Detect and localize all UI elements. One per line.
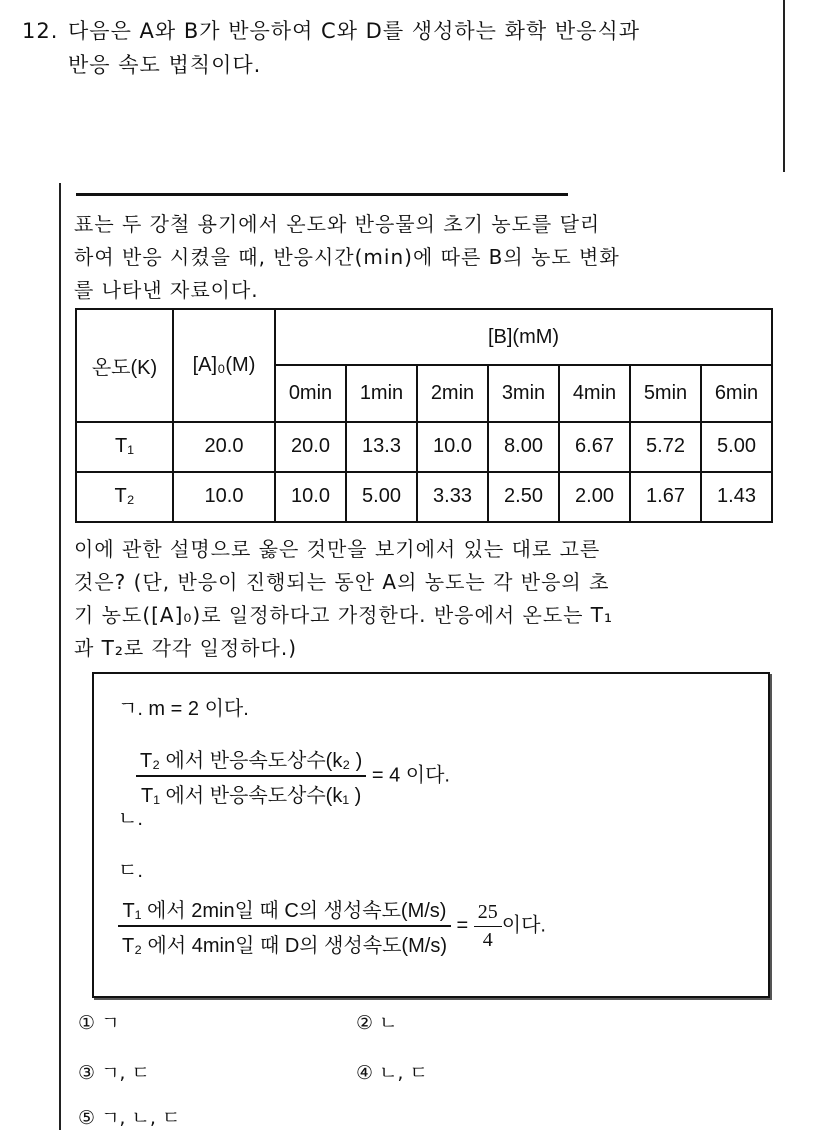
denominator: T₁ 에서 반응속도상수(k₁ ) — [141, 785, 362, 807]
data-table — [75, 308, 773, 523]
table-row — [76, 422, 772, 472]
cell: 2.00 — [559, 472, 630, 522]
numerator: 25 — [474, 901, 502, 927]
cell: 10.0 — [417, 422, 488, 472]
question-text — [22, 14, 782, 82]
equation-placeholder-line — [76, 193, 568, 196]
cell: 1.67 — [630, 472, 701, 522]
fraction — [118, 894, 451, 958]
column-divider — [783, 0, 785, 172]
column-divider — [59, 183, 61, 1130]
header-a: [A]₀(M) — [173, 309, 275, 422]
prompt-line: 기 농도([A]₀)로 일정하다고 가정한다. 반응에서 온도는 T₁ — [74, 603, 614, 627]
intro-line: 표는 두 강철 용기에서 온도와 반응물의 초기 농도를 달리 — [74, 212, 601, 236]
header-time: 0min — [275, 365, 346, 421]
question-line: 반응 속도 법칙이다. — [68, 53, 262, 77]
question-line: 다음은 A와 B가 반응하여 C와 D를 생성하는 화학 반응식과 — [68, 19, 641, 43]
choice-1[interactable]: ① ㄱ — [78, 1012, 120, 1034]
cell: 13.3 — [346, 422, 417, 472]
choice-5[interactable]: ⑤ ㄱ, ㄴ, ㄷ — [78, 1107, 181, 1129]
intro-line: 를 나타낸 자료이다. — [74, 278, 259, 302]
denominator: T₂ 에서 4min일 때 D의 생성속도(M/s) — [122, 935, 447, 957]
cell: 5.00 — [701, 422, 772, 472]
prompt-line: 것은? (단, 반응이 진행되는 동안 A의 농도는 각 반응의 초 — [74, 570, 610, 594]
header-time: 4min — [559, 365, 630, 421]
cell: 1.43 — [701, 472, 772, 522]
header-temp: 온도(K) — [76, 309, 173, 422]
header-time: 2min — [417, 365, 488, 421]
cell: 10.0 — [173, 472, 275, 522]
header-time: 3min — [488, 365, 559, 421]
choice-2[interactable]: ② ㄴ — [356, 1012, 398, 1034]
header-time: 1min — [346, 365, 417, 421]
header-time: 6min — [701, 365, 772, 421]
equals: = — [456, 914, 469, 937]
question-number: 12. — [22, 19, 59, 43]
numerator: T₂ 에서 반응속도상수(k₂ ) — [136, 744, 366, 777]
cell: 20.0 — [173, 422, 275, 472]
cell: 5.72 — [630, 422, 701, 472]
denominator: 4 — [482, 928, 493, 951]
cell: 6.67 — [559, 422, 630, 472]
statement-b-label: ㄴ. — [118, 808, 143, 830]
statement-c — [118, 894, 546, 958]
numerator: T₁ 에서 2min일 때 C의 생성속도(M/s) — [118, 894, 451, 927]
prompt-line: 과 T₂로 각각 일정하다.) — [74, 636, 298, 660]
header-b: [B](mM) — [275, 309, 772, 365]
cell: 5.00 — [346, 472, 417, 522]
choice-3[interactable]: ③ ㄱ, ㄷ — [78, 1062, 150, 1084]
fraction — [136, 744, 366, 808]
fraction — [474, 901, 502, 952]
statements-box — [92, 672, 770, 998]
prompt-line: 이에 관한 설명으로 옳은 것만을 보기에서 있는 대로 고른 — [74, 537, 601, 561]
cell: T₁ — [76, 422, 173, 472]
cell: T₂ — [76, 472, 173, 522]
prompt-text — [74, 533, 774, 665]
cell: 3.33 — [417, 472, 488, 522]
cell: 2.50 — [488, 472, 559, 522]
cell: 8.00 — [488, 422, 559, 472]
table-row — [76, 472, 772, 522]
statement-c-tail: 이다. — [501, 914, 546, 937]
statement-b — [136, 744, 450, 808]
choice-4[interactable]: ④ ㄴ, ㄷ — [356, 1062, 428, 1084]
cell: 20.0 — [275, 422, 346, 472]
intro-text — [74, 208, 774, 307]
statement-b-tail: = 4 이다. — [371, 764, 450, 787]
statement-a: ㄱ. m = 2 이다. — [118, 698, 249, 720]
intro-line: 하여 반응 시켰을 때, 반응시간(min)에 따른 B의 농도 변화 — [74, 245, 620, 269]
statement-c-label: ㄷ. — [118, 860, 143, 882]
cell: 10.0 — [275, 472, 346, 522]
header-time: 5min — [630, 365, 701, 421]
